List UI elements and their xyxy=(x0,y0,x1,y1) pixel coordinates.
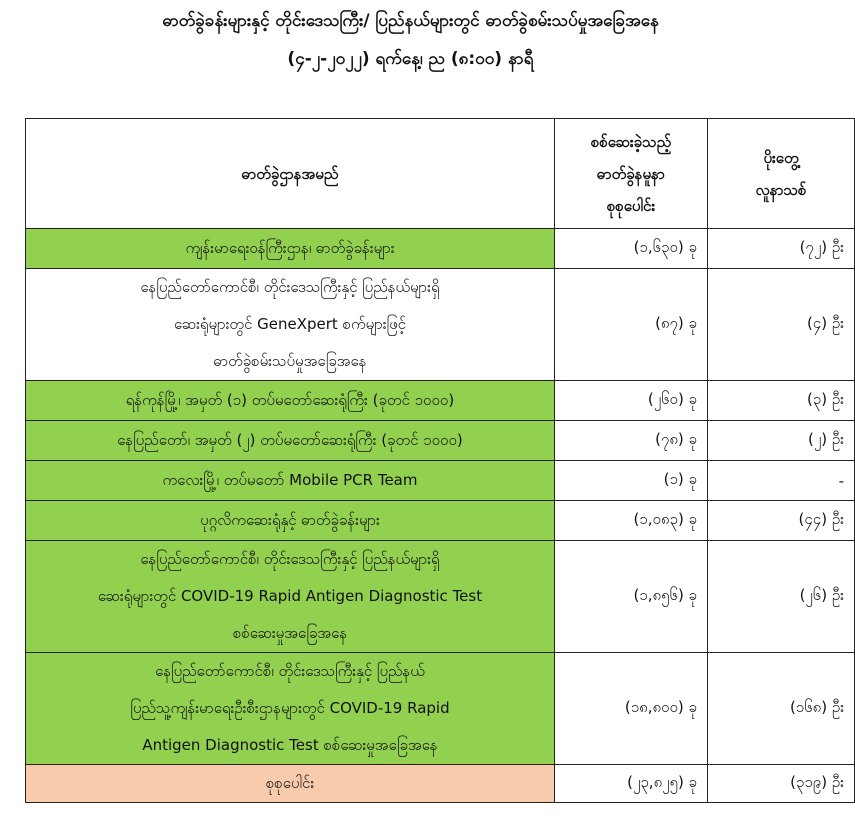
table-row xyxy=(26,381,855,421)
header-positive-line: လူနာသစ် xyxy=(755,180,807,199)
lab-name-line: ဆေးရုံများတွင် COVID-19 Rapid Antigen Diagnostic Test xyxy=(97,587,483,605)
lab-name-line: နေပြည်တော်၊ အမှတ် (၂) တပ်မတော်ဆေးရုံကြီး (ခုတင် ၁၀၀၀) xyxy=(117,431,463,449)
total-tested-cell: (၂၃,၈၂၅) ခု xyxy=(555,765,708,803)
table-row xyxy=(26,541,855,653)
header-positive-line: ပိုးတွေ့ xyxy=(763,148,799,167)
lab-name-line: စစ်ဆေးမှုအခြေအနေ xyxy=(232,624,348,642)
report-date: (၄-၂-၂၀၂၂) ရက်နေ့၊ ည (၈:၀၀) နာရီ xyxy=(287,49,534,69)
total-positive-cell: (၃၁၉) ဦး xyxy=(708,765,855,803)
lab-name-line: ရန်ကုန်မြို့၊ အမှတ် (၁) တပ်မတော်ဆေးရုံကြီး (ခုတင် ၁၀၀၀) xyxy=(125,391,455,409)
lab-name-cell xyxy=(26,541,555,653)
lab-name-line: ကျန်းမာရေးဝန်ကြီးဌာန၊ ဓာတ်ခွဲခန်းများ xyxy=(185,239,395,257)
table-row xyxy=(26,421,855,461)
tested-cell: (၁,၈၅၆) ခု xyxy=(555,541,708,653)
table-row xyxy=(26,269,855,381)
positive-cell: (၂) ဦး xyxy=(708,421,855,461)
tested-cell: (၁,၆၃၀) ခု xyxy=(555,229,708,269)
positive-cell: (၁၆၈) ဦး xyxy=(708,653,855,765)
positive-cell: (၄၄) ဦး xyxy=(708,501,855,541)
lab-name-cell xyxy=(26,501,555,541)
lab-name-line: ပုဂ္ဂလိကဆေးရုံနှင့် ဓာတ်ခွဲခန်းများ xyxy=(200,511,380,529)
header-new-positive xyxy=(708,119,855,229)
header-tested-total xyxy=(555,119,708,229)
lab-name-line: ဓာတ်ခွဲစမ်းသပ်မှုအခြေအနေ xyxy=(213,352,367,370)
lab-name-cell xyxy=(26,461,555,501)
lab-name-line: နေပြည်တော်ကောင်စီ၊ တိုင်းဒေသကြီးနှင့် ပြည်နယ်များရှိ xyxy=(140,278,440,296)
report-title: ဓာတ်ခွဲခန်းများနှင့် တိုင်းဒေသကြီး/ ပြည်နယ်များတွင် ဓာတ်ခွဲစမ်းသပ်မှုအခြေအနေ xyxy=(162,11,659,31)
tested-cell: (၁၈,၈၀၀) ခု xyxy=(555,653,708,765)
tested-cell: (၁,၀၈၃) ခု xyxy=(555,501,708,541)
lab-name-cell xyxy=(26,229,555,269)
tested-cell: (၇၈) ခု xyxy=(555,421,708,461)
tested-cell: (၂၆၀) ခု xyxy=(555,381,708,421)
header-lab-name: ဓာတ်ခွဲဌာနအမည် xyxy=(26,119,555,229)
table-row xyxy=(26,653,855,765)
table-row xyxy=(26,501,855,541)
positive-cell: - xyxy=(708,461,855,501)
lab-name-line: ဆေးရုံများတွင် GeneXpert စက်များဖြင့် xyxy=(174,315,406,333)
table-header-row xyxy=(26,119,855,229)
lab-name-cell xyxy=(26,381,555,421)
lab-name-cell xyxy=(26,269,555,381)
positive-cell: (၂၆) ဦး xyxy=(708,541,855,653)
positive-cell: (၃) ဦး xyxy=(708,381,855,421)
lab-name-cell xyxy=(26,653,555,765)
lab-name-line: Antigen Diagnostic Test စစ်ဆေးမှုအခြေအနေ xyxy=(142,736,438,754)
lab-name-line: ပြည်သူ့ကျန်းမာရေးဦးစီးဌာနများတွင် COVID-19 Rapid xyxy=(130,699,450,717)
lab-name-line: နေပြည်တော်ကောင်စီ၊ တိုင်းဒေသကြီးနှင့် ပြည်နယ် xyxy=(155,662,425,680)
header-tested-line: စုစုပေါင်း xyxy=(606,196,656,215)
table-row xyxy=(26,229,855,269)
testing-table xyxy=(25,118,855,803)
tested-cell: (၁) ခု xyxy=(555,461,708,501)
table-row xyxy=(26,461,855,501)
lab-name-line: ကလေးမြို့၊ တပ်မတော် Mobile PCR Team xyxy=(162,471,418,489)
lab-name-line: နေပြည်တော်ကောင်စီ၊ တိုင်းဒေသကြီးနှင့် ပြည်နယ်များရှိ xyxy=(140,550,440,568)
total-label-cell: စုစုပေါင်း xyxy=(26,765,555,803)
tested-cell: (၈၇) ခု xyxy=(555,269,708,381)
header-tested-line: ဓာတ်ခွဲနမူနာ xyxy=(597,164,665,183)
table-total-row xyxy=(26,765,855,803)
positive-cell: (၄) ဦး xyxy=(708,269,855,381)
positive-cell: (၇၂) ဦး xyxy=(708,229,855,269)
lab-name-cell xyxy=(26,421,555,461)
header-tested-line: စစ်ဆေးခဲ့သည့် xyxy=(590,132,672,151)
